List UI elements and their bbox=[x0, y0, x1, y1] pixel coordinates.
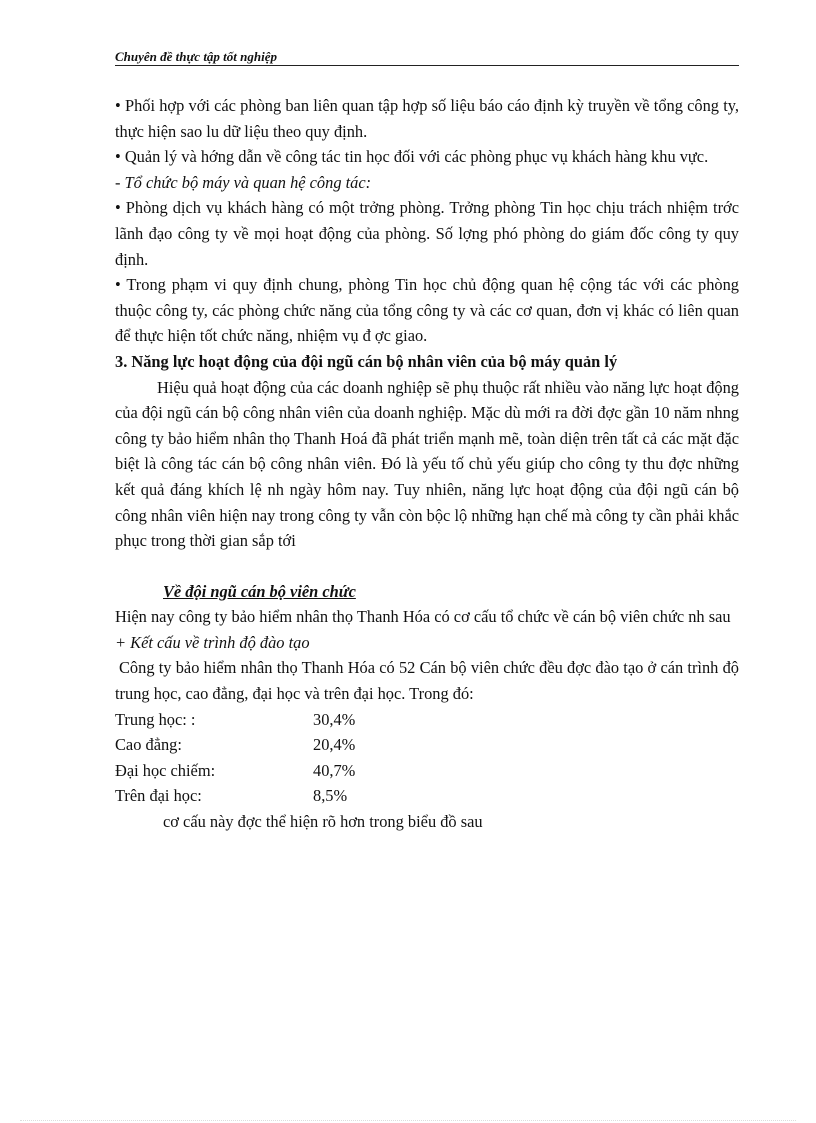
page-bottom-divider bbox=[20, 1120, 796, 1121]
stat-row bbox=[115, 732, 739, 758]
section-heading: 3. Năng lực hoạt động của đội ngũ cán bộ nhân viên của bộ máy quản lý bbox=[115, 351, 618, 371]
stat-row bbox=[115, 758, 739, 784]
spacer bbox=[115, 554, 739, 579]
bullet-paragraph: • Quản lý và hớng dẫn về công tác tin học đối với các phòng phục vụ khách hàng khu vực. bbox=[115, 147, 709, 167]
stat-row bbox=[115, 707, 739, 733]
stat-label: Đại học chiếm: bbox=[115, 760, 216, 780]
bullet-paragraph: • Phối hợp với các phòng ban liên quan tập hợp số liệu báo cáo định kỳ truyền về tổng công ty, thực hiện sao lu dữ liệu theo quy định. bbox=[115, 96, 739, 141]
body-paragraph: Công ty bảo hiểm nhân thọ Thanh Hóa có 52 Cán bộ viên chức đều đợc đào tạo ở cán trình độ trung học, cao đẳng, đại học và trên đại học. Trong đó: bbox=[115, 658, 739, 704]
bullet-paragraph: • Trong phạm vi quy định chung, phòng Tin học chủ động quan hệ cộng tác với các phòng thuộc công ty, các phòng chức năng của tổng công ty và các cơ quan, đơn vị khác có liên quan để thực hiện tốt chức năng, nhiệm vụ đ ợc giao. bbox=[115, 275, 739, 346]
subsection-label: + Kết cấu về trình độ đào tạo bbox=[115, 632, 310, 652]
body-paragraph: Hiệu quả hoạt động của các doanh nghiệp sẽ phụ thuộc rất nhiều vào năng lực hoạt động của đội ngũ cán bộ công nhân viên của doanh nghiệp. Mặc dù mới ra đời đợc gần 10 năm nhng công ty bảo hiểm nhân thọ Thanh Hoá đã phát triển mạnh mẽ, toàn diện trên tất cả các mặt đặc biệt là công tác cán bộ công nhân viên. Đó là yếu tố chủ yếu giúp cho công ty thu đợc những kết quả đáng khích lệ nh ngày hôm nay. Tuy nhiên, năng lực hoạt động của đội ngũ cán bộ công nhân viên hiện nay trong công ty vẫn còn bộc lộ những hạn chế mà công ty cần phải khắc phục trong thời gian sắp tới bbox=[115, 377, 739, 551]
closing-line: cơ cấu này đợc thể hiện rõ hơn trong biểu đồ sau bbox=[163, 812, 483, 832]
document-body bbox=[115, 93, 739, 835]
stat-value: 20,4% bbox=[313, 735, 356, 755]
stat-value: 8,5% bbox=[313, 786, 348, 806]
page-header: Chuyên đề thực tập tốt nghiệp bbox=[115, 50, 739, 66]
body-paragraph: Hiện nay công ty bảo hiểm nhân thọ Thanh Hóa có cơ cấu tổ chức về cán bộ viên chức nh sau bbox=[115, 607, 731, 627]
stat-label: Trên đại học: bbox=[115, 786, 202, 806]
stat-value: 30,4% bbox=[313, 709, 356, 729]
bullet-paragraph: • Phòng dịch vụ khách hàng có một trởng phòng. Trởng phòng Tin học chịu trách nhiệm trớc lãnh đạo công ty về mọi hoạt động của phòng. Số lợng phó phòng do giám đốc công ty quy định. bbox=[115, 198, 739, 269]
stat-row bbox=[115, 783, 739, 809]
stat-value: 40,7% bbox=[313, 760, 356, 780]
stat-label: Cao đẳng: bbox=[115, 735, 182, 755]
stat-label: Trung học: : bbox=[115, 709, 196, 729]
subsection-heading: Về đội ngũ cán bộ viên chức bbox=[163, 581, 356, 601]
section-label: - Tổ chức bộ máy và quan hệ công tác: bbox=[115, 172, 372, 192]
